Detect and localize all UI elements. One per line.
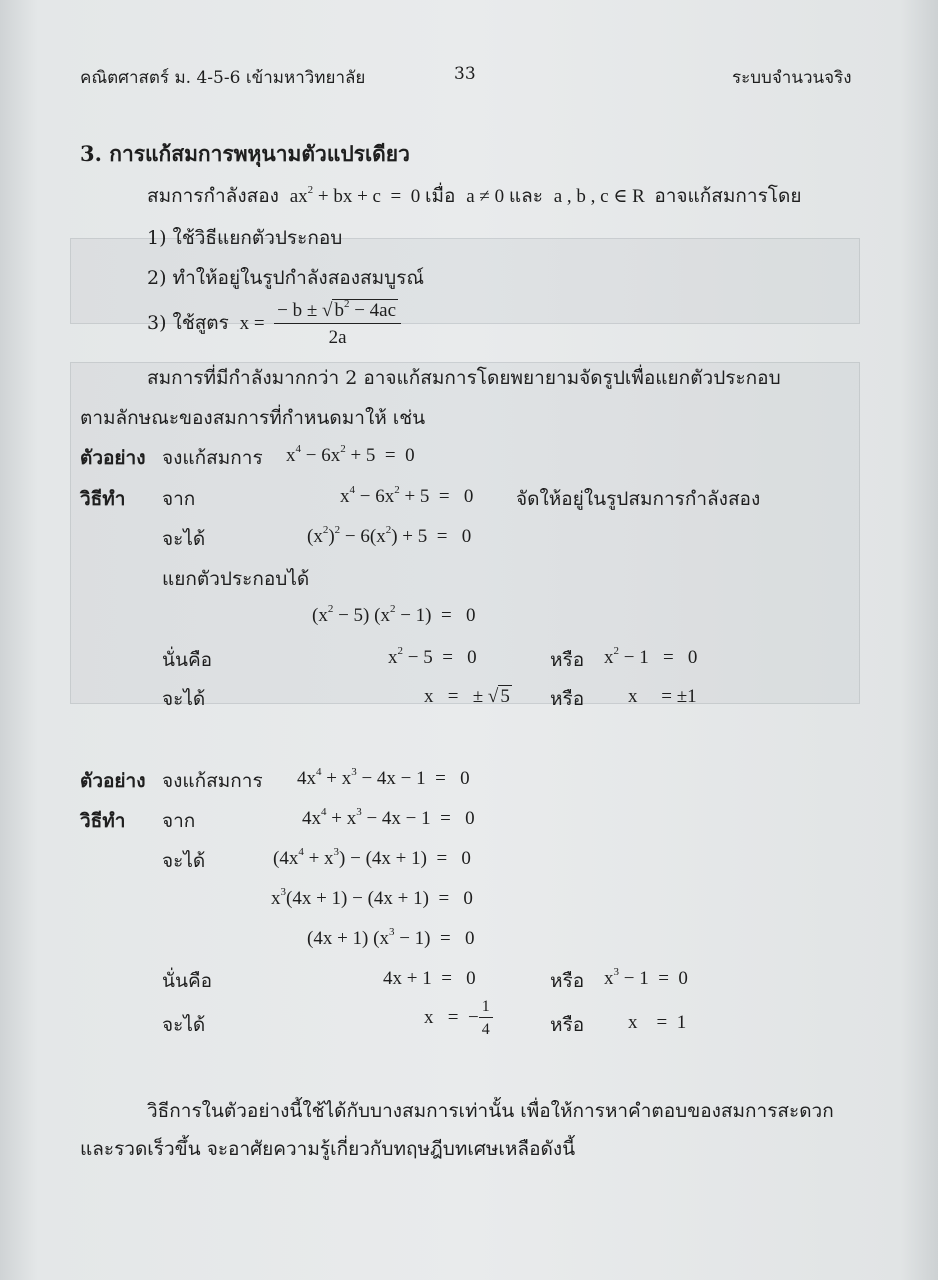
example-1-or-1: หรือ: [550, 649, 585, 671]
example-2-get-1: จะได้: [162, 850, 206, 872]
example-1-get-1: จะได้: [162, 528, 206, 550]
condition-real: a , b , c ∈ R: [548, 186, 655, 207]
example-1-get-2: จะได้: [162, 688, 206, 710]
example-1-equation: $x^4 - 6x^2 + 5 = 0$: [286, 443, 415, 466]
example-2-result-b: x = 1: [628, 1012, 687, 1033]
example-2-step-2: $(4x^4 + x^3) - (4x + 1) = 0$: [273, 846, 471, 869]
example-1-solve: จงแก้สมการ: [162, 447, 263, 469]
example-2-get-2: จะได้: [162, 1014, 206, 1036]
example-2-or-2: หรือ: [550, 1014, 585, 1036]
quadratic-intro: [147, 181, 801, 211]
quadratic-formula: x = $\frac{- b \pm √ b^2 - 4ac}{2a}$: [235, 313, 401, 334]
section-heading: 3. การแก้สมการพหุนามตัวแปรเดียว: [80, 141, 410, 166]
closing-line-2: และรวดเร็วขึ้น จะอาศัยความรู้เกี่ยวกับทฤษฎีบทเศษเหลือดังนี้: [80, 1138, 576, 1160]
book-title: คณิตศาสตร์ ม. 4-5-6 เข้ามหาวิทยาลัย: [80, 68, 366, 88]
example-1-factor: แยกตัวประกอบได้: [162, 568, 310, 590]
method-3-label: 3) ใช้สูตร: [147, 311, 229, 334]
example-2-case-a: 4x + 1 = 0: [383, 968, 476, 989]
example-2-case-b: $x^3 - 1 = 0$: [604, 966, 688, 989]
example-1-that-is: นั่นคือ: [162, 649, 213, 671]
example-2-equation: $4x^4 + x^3 - 4x - 1 = 0$: [297, 766, 470, 789]
example-2-step-1: $4x^4 + x^3 - 4x - 1 = 0$: [302, 806, 475, 829]
example-2-solution-label: วิธีทำ: [80, 810, 126, 832]
example-1-step-2: $(x^2)^2 - 6(x^2) + 5 = 0$: [307, 524, 472, 547]
example-1-label: ตัวอย่าง: [80, 447, 146, 469]
and-word: และ: [508, 185, 543, 207]
example-2-result-a: x = − $\frac{1}{4}$: [424, 998, 493, 1039]
example-1-note: จัดให้อยู่ในรูปสมการกำลังสอง: [516, 488, 761, 510]
method-3: [147, 300, 401, 349]
example-1-case-b: $x^2 - 1 = 0$: [604, 645, 698, 668]
page-number: 33: [454, 64, 476, 84]
fraction-one-quarter: $\frac{1}{4}$: [479, 998, 493, 1039]
example-1-step-3: $(x^2 - 5) (x^2 - 1) = 0$: [312, 603, 476, 626]
example-1-result-a: x = ± √ 5: [424, 686, 510, 707]
higher-degree-line-1: สมการที่มีกำลังมากกว่า 2 อาจแก้สมการโดยพยายามจัดรูปเพื่อแยกตัวประกอบ: [147, 367, 781, 389]
higher-degree-line-2: ตามลักษณะของสมการที่กำหนดมาให้ เช่น: [80, 407, 426, 429]
example-1-from: จาก: [162, 488, 196, 510]
example-2-from: จาก: [162, 810, 196, 832]
formula-fraction: $\frac{- b \pm √ b^2 - 4ac}{2a}$: [274, 300, 401, 349]
example-1-step-1: $x^4 - 6x^2 + 5 = 0$: [340, 484, 474, 507]
example-1-solution-label: วิธีทำ: [80, 488, 126, 510]
example-2-that-is: นั่นคือ: [162, 970, 213, 992]
quadratic-intro-prefix: สมการกำลังสอง: [147, 185, 279, 207]
quadratic-intro-suffix: อาจแก้สมการโดย: [654, 185, 802, 207]
quadratic-equation: $ax^2$ + bx + c = 0: [284, 184, 425, 207]
method-1: 1) ใช้วิธีแยกตัวประกอบ: [147, 227, 343, 249]
example-1-case-a: $x^2 - 5 = 0$: [388, 645, 477, 668]
chapter-title: ระบบจำนวนจริง: [732, 68, 852, 88]
condition-a-nonzero: a ≠ 0: [461, 186, 509, 207]
condition-word: เมื่อ: [424, 185, 456, 207]
example-2-step-3: $x^3(4x + 1) - (4x + 1) = 0$: [271, 886, 473, 909]
example-2-solve: จงแก้สมการ: [162, 770, 263, 792]
example-2-label: ตัวอย่าง: [80, 770, 146, 792]
example-2-step-4: (4x + 1) $(x^3 - 1) = 0$: [307, 926, 475, 949]
method-2: 2) ทำให้อยู่ในรูปกำลังสองสมบูรณ์: [147, 267, 425, 289]
example-1-or-2: หรือ: [550, 688, 585, 710]
closing-line-1: วิธีการในตัวอย่างนี้ใช้ได้กับบางสมการเท่านั้น เพื่อให้การหาคำตอบของสมการสะดวก: [147, 1100, 834, 1122]
example-1-result-b: x = ±1: [628, 686, 697, 707]
example-2-or-1: หรือ: [550, 970, 585, 992]
